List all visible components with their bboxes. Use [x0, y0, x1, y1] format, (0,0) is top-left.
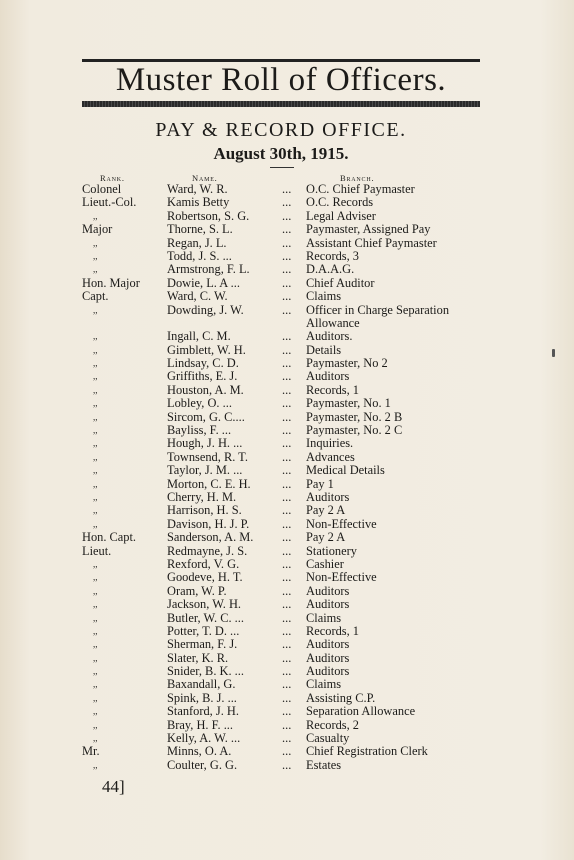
- officer-branch: Details: [306, 342, 342, 357]
- officer-rank: ,,: [93, 344, 98, 355]
- officer-branch: Inquiries.: [306, 436, 354, 451]
- officer-rank: Mr.: [82, 744, 100, 759]
- officer-branch: Records, 2: [306, 717, 359, 732]
- officer-name: Dowie, L. A ...: [167, 275, 240, 290]
- officer-name: Lindsay, C. D.: [167, 356, 239, 371]
- officer-rank: Lieut.-Col.: [82, 195, 137, 210]
- officer-name: Davison, H. J. P.: [167, 516, 250, 531]
- roster-row: [0, 397, 574, 410]
- leader-dots: ...: [282, 222, 292, 237]
- officer-branch: Cashier: [306, 556, 344, 571]
- leader-dots: ...: [282, 690, 292, 705]
- roster-row: [0, 451, 574, 464]
- officer-branch: Paymaster, No. 2 C: [306, 423, 403, 438]
- leader-dots: ...: [282, 262, 292, 277]
- leader-dots: ...: [282, 503, 292, 518]
- officer-rank: ,,: [93, 478, 98, 489]
- leader-dots: ...: [282, 704, 292, 719]
- officer-rank: ,,: [93, 492, 98, 502]
- officer-name: Ingall, C. M.: [167, 329, 231, 344]
- roster-row: [0, 504, 574, 517]
- officer-branch: O.C. Records: [306, 195, 374, 210]
- leader-dots: ...: [282, 664, 292, 679]
- officer-branch: D.A.A.G.: [306, 262, 355, 277]
- leader-dots: ...: [282, 543, 292, 558]
- roster-row: [0, 304, 574, 331]
- officer-name: Rexford, V. G.: [167, 556, 240, 571]
- officer-name: Sircom, G. C....: [167, 409, 245, 424]
- officer-name: Sherman, F. J.: [167, 637, 238, 652]
- officer-rank: ,,: [93, 210, 98, 221]
- date-underline: [270, 167, 294, 168]
- officer-name: Gimblett, W. H.: [167, 342, 246, 357]
- leader-dots: ...: [282, 289, 292, 304]
- officer-rank: ,,: [93, 518, 98, 529]
- office-subtitle: PAY & RECORD OFFICE.: [155, 119, 407, 141]
- officer-rank: ,,: [93, 625, 98, 636]
- roster-row: [0, 237, 574, 250]
- officer-rank: ,,: [93, 237, 98, 248]
- roster-row: [0, 531, 574, 544]
- officer-branch: Chief Auditor: [306, 275, 375, 290]
- roster-row: [0, 183, 574, 196]
- column-header-name: Name.: [192, 173, 218, 183]
- officer-branch: Records, 1: [306, 382, 359, 397]
- roster-row: [0, 719, 574, 732]
- column-header-rank: Rank.: [100, 173, 125, 183]
- leader-dots: ...: [282, 409, 292, 424]
- officer-name: Kelly, A. W. ...: [167, 731, 241, 746]
- officer-name: Stanford, J. H.: [167, 704, 239, 719]
- leader-dots: ...: [282, 449, 292, 464]
- officer-branch: Non-Effective: [306, 570, 377, 585]
- officer-rank: ,,: [93, 692, 98, 703]
- officer-branch: Stationery: [306, 543, 357, 558]
- leader-dots: ...: [282, 396, 292, 411]
- officer-rank: ,,: [93, 331, 98, 342]
- leader-dots: ...: [282, 637, 292, 652]
- roster-row: [0, 558, 574, 571]
- leader-dots: ...: [282, 382, 292, 397]
- leader-dots: ...: [282, 490, 292, 504]
- roster-row: [0, 598, 574, 611]
- roster-row: [0, 491, 574, 504]
- officer-branch: Claims: [306, 610, 342, 625]
- officer-rank: ,,: [93, 558, 98, 569]
- officer-name: Cherry, H. M.: [167, 490, 237, 504]
- officer-name: Slater, K. R.: [167, 650, 229, 665]
- leader-dots: ...: [282, 423, 292, 438]
- officer-name: Hough, J. H. ...: [167, 436, 243, 451]
- leader-dots: ...: [282, 597, 292, 612]
- officer-name: Ward, W. R.: [167, 182, 228, 196]
- officer-branch: Paymaster, Assigned Pay: [306, 222, 431, 237]
- officer-branch: Pay 2 A: [306, 503, 346, 518]
- page-edge-mark: [552, 349, 555, 357]
- roster-row: [0, 210, 574, 223]
- leader-dots: ...: [282, 436, 292, 451]
- officer-roster: [0, 183, 574, 772]
- officer-branch: Legal Adviser: [306, 208, 376, 223]
- officer-name: Butler, W. C. ...: [167, 610, 244, 625]
- officer-rank: ,,: [93, 666, 98, 677]
- roster-row: [0, 745, 574, 758]
- officer-rank: ,,: [93, 679, 98, 690]
- officer-name: Snider, B. K. ...: [167, 664, 244, 679]
- leader-dots: ...: [282, 570, 292, 585]
- column-header-branch: Branch.: [340, 173, 375, 183]
- officer-rank: Capt.: [82, 289, 109, 304]
- roster-row: [0, 223, 574, 236]
- leader-dots: ...: [282, 677, 292, 692]
- officer-name: Goodeve, H. T.: [167, 570, 243, 585]
- officer-rank: ,,: [93, 706, 98, 717]
- officer-name: Minns, O. A.: [167, 744, 232, 759]
- officer-branch: Paymaster, No. 2 B: [306, 409, 403, 424]
- officer-name: Taylor, J. M. ...: [167, 463, 243, 478]
- leader-dots: ...: [282, 235, 292, 250]
- officer-name: Baxandall, G.: [167, 677, 236, 692]
- roster-row: [0, 518, 574, 531]
- roster-row: [0, 357, 574, 370]
- roster-row: [0, 370, 574, 383]
- roster-row: [0, 585, 574, 598]
- roster-row: [0, 571, 574, 584]
- roster-row: [0, 424, 574, 437]
- officer-branch: Medical Details: [306, 463, 385, 478]
- roster-row: [0, 277, 574, 290]
- officer-rank: ,,: [93, 411, 98, 422]
- officer-rank: ,,: [93, 264, 98, 275]
- roster-row: [0, 759, 574, 772]
- officer-rank: ,,: [93, 585, 98, 596]
- officer-branch: Auditors.: [306, 329, 353, 344]
- officer-name: Oram, W. P.: [167, 583, 227, 598]
- officer-rank: Colonel: [82, 182, 122, 196]
- roster-row: [0, 250, 574, 263]
- officer-name: Redmayne, J. S.: [167, 543, 248, 558]
- officer-branch: Auditors: [306, 490, 350, 504]
- officer-rank: ,,: [93, 438, 98, 449]
- page-number: 44]: [102, 777, 125, 796]
- officer-branch: Auditors: [306, 369, 350, 384]
- roster-row: [0, 464, 574, 477]
- officer-name: Kamis Betty: [167, 195, 230, 210]
- officer-name: Potter, T. D. ...: [167, 623, 240, 638]
- officer-rank: ,,: [93, 304, 98, 315]
- roster-row: [0, 692, 574, 705]
- officer-branch: Claims: [306, 677, 342, 692]
- roster-row: [0, 545, 574, 558]
- officer-rank: ,,: [93, 465, 98, 476]
- roster-row: [0, 652, 574, 665]
- officer-rank: Hon. Capt.: [82, 530, 137, 545]
- leader-dots: ...: [282, 583, 292, 598]
- officer-branch: Claims: [306, 289, 342, 304]
- roster-row: [0, 678, 574, 691]
- officer-name: Dowding, J. W.: [167, 302, 244, 317]
- officer-name: Houston, A. M.: [167, 382, 244, 397]
- officer-rank: ,,: [93, 652, 98, 663]
- officer-name: Coulter, G. G.: [167, 757, 238, 772]
- leader-dots: ...: [282, 248, 292, 263]
- officer-rank: ,,: [93, 572, 98, 583]
- leader-dots: ...: [282, 182, 292, 196]
- officer-name: Spink, B. J. ...: [167, 690, 237, 705]
- officer-branch: Estates: [306, 757, 342, 772]
- officer-branch: Non-Effective: [306, 516, 377, 531]
- officer-rank: ,,: [93, 358, 98, 369]
- officer-name: Jackson, W. H.: [167, 597, 241, 612]
- officer-rank: ,,: [93, 612, 98, 623]
- officer-rank: ,,: [93, 425, 98, 436]
- roster-row: [0, 612, 574, 625]
- officer-name: Morton, C. E. H.: [167, 476, 251, 491]
- officer-name: Todd, J. S. ...: [167, 248, 232, 263]
- leader-dots: ...: [282, 516, 292, 531]
- roster-row: [0, 437, 574, 450]
- officer-rank: ,,: [93, 384, 98, 395]
- officer-rank: ,,: [93, 398, 98, 409]
- roll-date: August 30th, 1915.: [213, 144, 349, 163]
- officer-rank: Lieut.: [82, 543, 112, 558]
- leader-dots: ...: [282, 530, 292, 545]
- leader-dots: ...: [282, 757, 292, 772]
- roster-row: [0, 478, 574, 491]
- leader-dots: ...: [282, 476, 292, 491]
- officer-branch: Auditors: [306, 637, 350, 652]
- officer-rank: ,,: [93, 759, 98, 770]
- officer-branch: Pay 2 A: [306, 530, 346, 545]
- officer-rank: Hon. Major: [82, 275, 140, 290]
- officer-name: Sanderson, A. M.: [167, 530, 254, 545]
- officer-name: Regan, J. L.: [167, 235, 227, 250]
- roster-row: [0, 625, 574, 638]
- officer-branch: Records, 1: [306, 623, 359, 638]
- leader-dots: ...: [282, 556, 292, 571]
- officer-branch: Records, 3: [306, 248, 359, 263]
- leader-dots: ...: [282, 369, 292, 384]
- officer-name: Townsend, R. T.: [167, 449, 248, 464]
- officer-branch: Assistant Chief Paymaster: [306, 235, 437, 250]
- leader-dots: ...: [282, 342, 292, 357]
- officer-name: Lobley, O. ...: [167, 396, 232, 411]
- roster-row: [0, 344, 574, 357]
- officer-rank: ,,: [93, 599, 98, 610]
- leader-dots: ...: [282, 717, 292, 732]
- officer-branch: Separation Allowance: [306, 704, 416, 719]
- officer-name: Thorne, S. L.: [167, 222, 233, 237]
- officer-branch: Assisting C.P.: [306, 690, 376, 705]
- officer-branch: Auditors: [306, 583, 350, 598]
- officer-name: Robertson, S. G.: [167, 208, 250, 223]
- officer-rank: ,,: [93, 451, 98, 462]
- officer-rank: ,,: [93, 733, 98, 744]
- title-bottom-rule: [82, 101, 480, 107]
- leader-dots: ...: [282, 463, 292, 478]
- officer-name: Griffiths, E. J.: [167, 369, 238, 384]
- roster-row: [0, 732, 574, 745]
- officer-rank: ,,: [93, 639, 98, 650]
- officer-rank: ,,: [93, 250, 98, 261]
- leader-dots: ...: [282, 650, 292, 665]
- roster-row: [0, 411, 574, 424]
- leader-dots: ...: [282, 356, 292, 371]
- leader-dots: ...: [282, 275, 292, 290]
- roster-row: [0, 196, 574, 209]
- officer-branch: Auditors: [306, 664, 350, 679]
- officer-rank: ,,: [93, 371, 98, 382]
- officer-name: Armstrong, F. L.: [167, 262, 250, 277]
- leader-dots: ...: [282, 623, 292, 638]
- leader-dots: ...: [282, 195, 292, 210]
- officer-rank: ,,: [93, 719, 98, 730]
- officer-branch: Advances: [306, 449, 355, 464]
- roster-row: [0, 665, 574, 678]
- roster-row: [0, 638, 574, 651]
- officer-branch: Officer in Charge Separation Allowance: [306, 302, 450, 330]
- officer-branch: Paymaster, No 2: [306, 356, 388, 371]
- leader-dots: ...: [282, 208, 292, 223]
- officer-branch: Chief Registration Clerk: [306, 744, 428, 759]
- officer-branch: Pay 1: [306, 476, 334, 491]
- officer-branch: O.C. Chief Paymaster: [306, 182, 415, 196]
- roster-row: [0, 263, 574, 276]
- officer-name: Bayliss, F. ...: [167, 423, 232, 438]
- officer-name: Ward, C. W.: [167, 289, 228, 304]
- officer-name: Bray, H. F. ...: [167, 717, 234, 732]
- leader-dots: ...: [282, 610, 292, 625]
- roster-row: [0, 705, 574, 718]
- officer-name: Harrison, H. S.: [167, 503, 242, 518]
- officer-rank: Major: [82, 222, 113, 237]
- officer-branch: Casualty: [306, 731, 350, 746]
- officer-branch: Auditors: [306, 650, 350, 665]
- officer-branch: Paymaster, No. 1: [306, 396, 391, 411]
- leader-dots: ...: [282, 744, 292, 759]
- officer-rank: ,,: [93, 505, 98, 516]
- roster-row: [0, 290, 574, 303]
- leader-dots: ...: [282, 329, 292, 344]
- page-title: Muster Roll of Officers.: [115, 62, 447, 98]
- roster-row: [0, 384, 574, 397]
- leader-dots: ...: [282, 302, 292, 317]
- roster-row: [0, 330, 574, 343]
- leader-dots: ...: [282, 731, 292, 746]
- officer-branch: Auditors: [306, 597, 350, 612]
